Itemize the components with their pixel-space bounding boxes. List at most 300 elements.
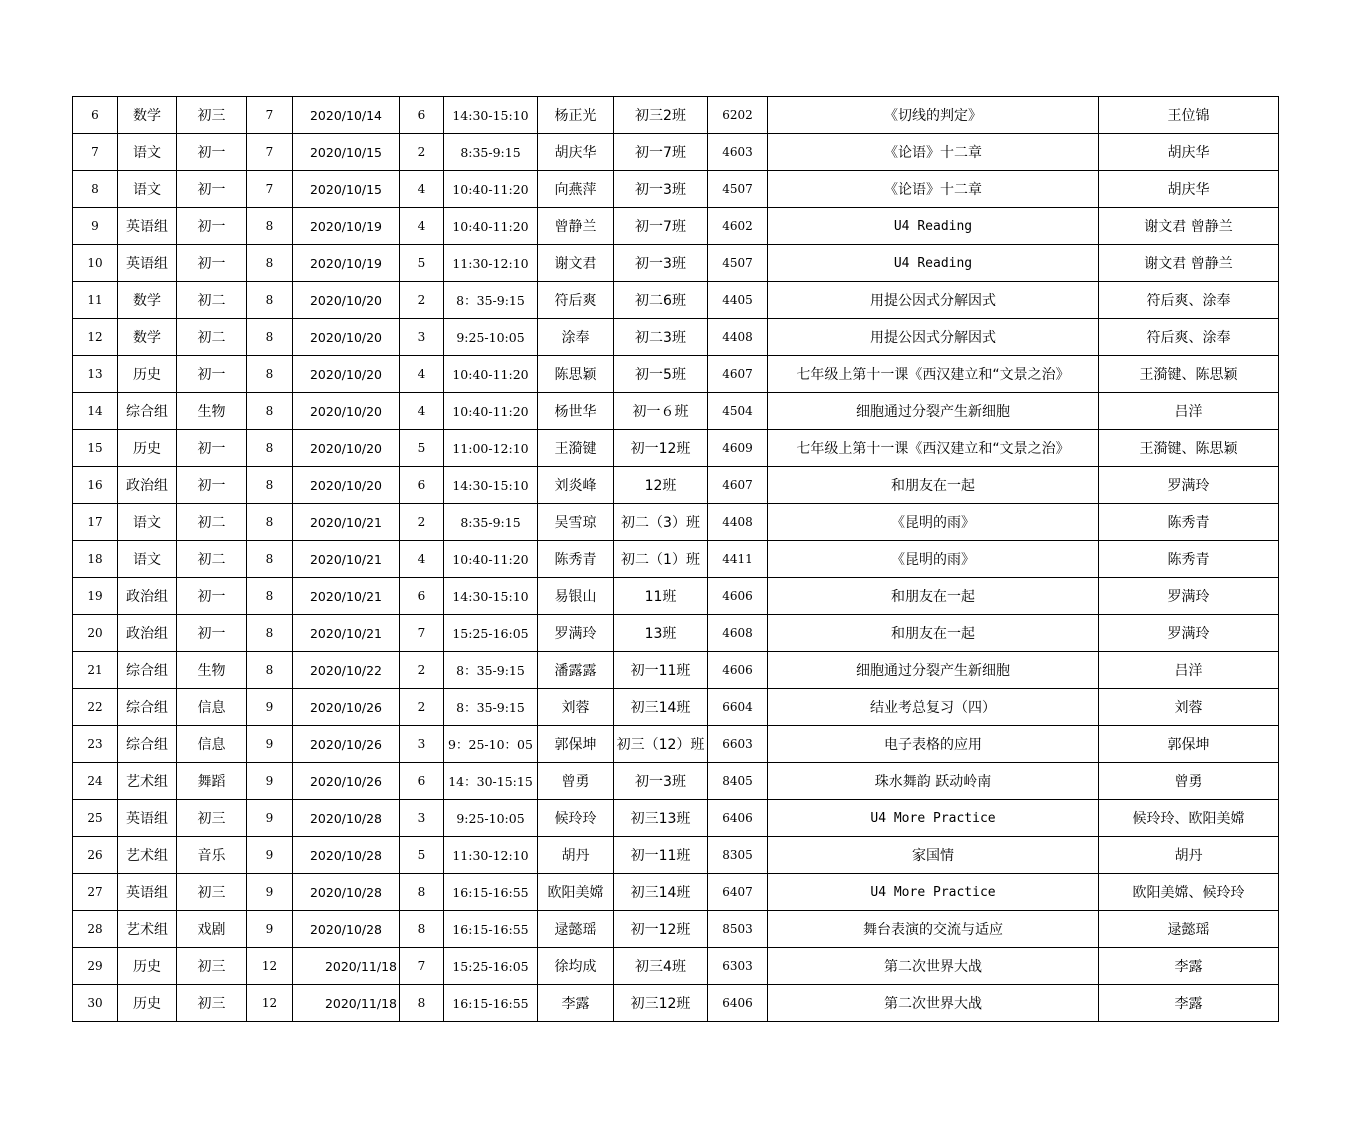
topic-cell: 第二次世界大战 (768, 948, 1099, 985)
grade-cell: 初一 (177, 430, 247, 467)
class-cell: 初三（12）班 (614, 726, 708, 763)
grade-cell: 信息 (177, 726, 247, 763)
teacher-cell: 胡庆华 (538, 134, 614, 171)
topic-cell: 七年级上第十一课《西汉建立和“文景之治》 (768, 430, 1099, 467)
period-cell: 5 (400, 245, 444, 282)
room-cell: 4408 (708, 319, 768, 356)
group-cell: 英语组 (118, 800, 177, 837)
prep-cell: 刘蓉 (1099, 689, 1279, 726)
period-cell: 6 (400, 467, 444, 504)
time-cell: 10:40-11:20 (444, 356, 538, 393)
group-cell: 历史 (118, 356, 177, 393)
time-cell: 9:25-10:05 (444, 800, 538, 837)
prep-cell: 王位锦 (1099, 97, 1279, 134)
prep-cell: 胡丹 (1099, 837, 1279, 874)
group-cell: 综合组 (118, 726, 177, 763)
time-cell: 11:30-12:10 (444, 837, 538, 874)
prep-cell: 吕洋 (1099, 393, 1279, 430)
week-cell: 9 (247, 726, 293, 763)
teacher-cell: 涂奉 (538, 319, 614, 356)
prep-cell: 李露 (1099, 985, 1279, 1022)
grade-cell: 初三 (177, 985, 247, 1022)
week-cell: 9 (247, 837, 293, 874)
class-cell: 初一11班 (614, 652, 708, 689)
room-cell: 4606 (708, 578, 768, 615)
time-cell: 8：35-9:15 (444, 689, 538, 726)
topic-cell: 《论语》十二章 (768, 134, 1099, 171)
class-cell: 初一11班 (614, 837, 708, 874)
week-cell: 8 (247, 393, 293, 430)
class-cell: 初一3班 (614, 763, 708, 800)
group-cell: 数学 (118, 319, 177, 356)
room-cell: 6407 (708, 874, 768, 911)
topic-cell: 用提公因式分解因式 (768, 282, 1099, 319)
room-cell: 4408 (708, 504, 768, 541)
period-cell: 7 (400, 948, 444, 985)
topic-cell: 家国情 (768, 837, 1099, 874)
week-cell: 8 (247, 356, 293, 393)
date-cell: 2020/10/28 (293, 874, 400, 911)
week-cell: 8 (247, 615, 293, 652)
grade-cell: 初二 (177, 319, 247, 356)
topic-cell: U4 More Practice (768, 800, 1099, 837)
topic-cell: 电子表格的应用 (768, 726, 1099, 763)
grade-cell: 初二 (177, 282, 247, 319)
date-cell: 2020/10/14 (293, 97, 400, 134)
table-row (73, 800, 1279, 837)
room-cell: 6603 (708, 726, 768, 763)
class-cell: 初一12班 (614, 911, 708, 948)
table-row (73, 356, 1279, 393)
period-cell: 2 (400, 504, 444, 541)
class-cell: 12班 (614, 467, 708, 504)
teacher-cell: 胡丹 (538, 837, 614, 874)
row-number-cell: 20 (73, 615, 118, 652)
week-cell: 9 (247, 800, 293, 837)
topic-cell: 结业考总复习（四） (768, 689, 1099, 726)
schedule-rows (73, 97, 1279, 1022)
topic-cell: 细胞通过分裂产生新细胞 (768, 652, 1099, 689)
period-cell: 4 (400, 393, 444, 430)
group-cell: 政治组 (118, 578, 177, 615)
table-row (73, 578, 1279, 615)
date-cell: 2020/10/20 (293, 282, 400, 319)
time-cell: 9:25-10:05 (444, 319, 538, 356)
prep-cell: 胡庆华 (1099, 171, 1279, 208)
room-cell: 4405 (708, 282, 768, 319)
date-cell: 2020/10/15 (293, 171, 400, 208)
room-cell: 4602 (708, 208, 768, 245)
topic-cell: 和朋友在一起 (768, 578, 1099, 615)
time-cell: 8：35-9:15 (444, 282, 538, 319)
class-cell: 初一12班 (614, 430, 708, 467)
prep-cell: 郭保坤 (1099, 726, 1279, 763)
date-cell: 2020/10/21 (293, 504, 400, 541)
time-cell: 16:15-16:55 (444, 911, 538, 948)
table-row (73, 874, 1279, 911)
room-cell: 4507 (708, 245, 768, 282)
grade-cell: 初一 (177, 208, 247, 245)
time-cell: 14:30-15:10 (444, 578, 538, 615)
time-cell: 8:35-9:15 (444, 504, 538, 541)
time-cell: 16:15-16:55 (444, 985, 538, 1022)
prep-cell: 陈秀青 (1099, 541, 1279, 578)
teacher-cell: 罗满玲 (538, 615, 614, 652)
room-cell: 8405 (708, 763, 768, 800)
topic-cell: 舞台表演的交流与适应 (768, 911, 1099, 948)
topic-cell: U4 Reading (768, 208, 1099, 245)
prep-cell: 曾勇 (1099, 763, 1279, 800)
group-cell: 政治组 (118, 615, 177, 652)
group-cell: 综合组 (118, 689, 177, 726)
row-number-cell: 16 (73, 467, 118, 504)
date-cell: 2020/10/26 (293, 763, 400, 800)
row-number-cell: 26 (73, 837, 118, 874)
date-cell: 2020/10/26 (293, 689, 400, 726)
row-number-cell: 8 (73, 171, 118, 208)
prep-cell: 吕洋 (1099, 652, 1279, 689)
time-cell: 15:25-16:05 (444, 615, 538, 652)
teacher-cell: 向燕萍 (538, 171, 614, 208)
week-cell: 12 (247, 948, 293, 985)
week-cell: 9 (247, 689, 293, 726)
grade-cell: 初一 (177, 356, 247, 393)
teacher-cell: 徐均成 (538, 948, 614, 985)
table-row (73, 393, 1279, 430)
grade-cell: 初一 (177, 615, 247, 652)
prep-cell: 谢文君 曾静兰 (1099, 245, 1279, 282)
time-cell: 10:40-11:20 (444, 208, 538, 245)
class-cell: 初一６班 (614, 393, 708, 430)
row-number-cell: 24 (73, 763, 118, 800)
date-cell: 2020/10/28 (293, 800, 400, 837)
teacher-cell: 刘蓉 (538, 689, 614, 726)
row-number-cell: 12 (73, 319, 118, 356)
topic-cell: 第二次世界大战 (768, 985, 1099, 1022)
row-number-cell: 29 (73, 948, 118, 985)
period-cell: 5 (400, 430, 444, 467)
period-cell: 8 (400, 985, 444, 1022)
row-number-cell: 9 (73, 208, 118, 245)
teacher-cell: 陈秀青 (538, 541, 614, 578)
week-cell: 8 (247, 208, 293, 245)
topic-cell: 和朋友在一起 (768, 467, 1099, 504)
prep-cell: 符后爽、涂奉 (1099, 282, 1279, 319)
time-cell: 10:40-11:20 (444, 393, 538, 430)
time-cell: 14:30-15:10 (444, 467, 538, 504)
time-cell: 8:35-9:15 (444, 134, 538, 171)
period-cell: 8 (400, 874, 444, 911)
date-cell: 2020/10/21 (293, 615, 400, 652)
week-cell: 8 (247, 319, 293, 356)
week-cell: 8 (247, 467, 293, 504)
table-row (73, 763, 1279, 800)
class-cell: 初一5班 (614, 356, 708, 393)
class-cell: 初一3班 (614, 171, 708, 208)
room-cell: 6406 (708, 985, 768, 1022)
group-cell: 语文 (118, 504, 177, 541)
topic-cell: 用提公因式分解因式 (768, 319, 1099, 356)
topic-cell: U4 Reading (768, 245, 1099, 282)
date-cell: 2020/10/15 (293, 134, 400, 171)
teacher-cell: 郭保坤 (538, 726, 614, 763)
grade-cell: 舞蹈 (177, 763, 247, 800)
row-number-cell: 21 (73, 652, 118, 689)
date-cell: 2020/10/20 (293, 356, 400, 393)
time-cell: 10:40-11:20 (444, 541, 538, 578)
class-cell: 初二（3）班 (614, 504, 708, 541)
table-row (73, 467, 1279, 504)
period-cell: 2 (400, 282, 444, 319)
schedule-table (72, 96, 1279, 1022)
room-cell: 4607 (708, 356, 768, 393)
table-row (73, 504, 1279, 541)
group-cell: 英语组 (118, 208, 177, 245)
prep-cell: 符后爽、涂奉 (1099, 319, 1279, 356)
table-row (73, 948, 1279, 985)
table-row (73, 171, 1279, 208)
teacher-cell: 李露 (538, 985, 614, 1022)
row-number-cell: 19 (73, 578, 118, 615)
grade-cell: 初三 (177, 948, 247, 985)
row-number-cell: 17 (73, 504, 118, 541)
teacher-cell: 谢文君 (538, 245, 614, 282)
date-cell: 2020/10/19 (293, 208, 400, 245)
teacher-cell: 杨正光 (538, 97, 614, 134)
period-cell: 2 (400, 134, 444, 171)
teacher-cell: 欧阳美嫦 (538, 874, 614, 911)
group-cell: 历史 (118, 948, 177, 985)
period-cell: 7 (400, 615, 444, 652)
grade-cell: 生物 (177, 393, 247, 430)
table-row (73, 837, 1279, 874)
topic-cell: 《论语》十二章 (768, 171, 1099, 208)
row-number-cell: 25 (73, 800, 118, 837)
group-cell: 综合组 (118, 393, 177, 430)
period-cell: 4 (400, 541, 444, 578)
period-cell: 6 (400, 763, 444, 800)
table-row (73, 245, 1279, 282)
topic-cell: 和朋友在一起 (768, 615, 1099, 652)
table-row (73, 615, 1279, 652)
group-cell: 语文 (118, 541, 177, 578)
table-row (73, 282, 1279, 319)
topic-cell: U4 More Practice (768, 874, 1099, 911)
class-cell: 初三14班 (614, 874, 708, 911)
class-cell: 初三13班 (614, 800, 708, 837)
row-number-cell: 6 (73, 97, 118, 134)
group-cell: 英语组 (118, 874, 177, 911)
grade-cell: 初一 (177, 245, 247, 282)
date-cell: 2020/10/20 (293, 393, 400, 430)
teacher-cell: 吴雪琼 (538, 504, 614, 541)
room-cell: 4608 (708, 615, 768, 652)
period-cell: 4 (400, 171, 444, 208)
row-number-cell: 14 (73, 393, 118, 430)
class-cell: 初一3班 (614, 245, 708, 282)
week-cell: 8 (247, 245, 293, 282)
grade-cell: 初二 (177, 504, 247, 541)
class-cell: 13班 (614, 615, 708, 652)
prep-cell: 谢文君 曾静兰 (1099, 208, 1279, 245)
topic-cell: 细胞通过分裂产生新细胞 (768, 393, 1099, 430)
period-cell: 3 (400, 726, 444, 763)
group-cell: 语文 (118, 171, 177, 208)
group-cell: 艺术组 (118, 837, 177, 874)
time-cell: 15:25-16:05 (444, 948, 538, 985)
group-cell: 综合组 (118, 652, 177, 689)
class-cell: 初一7班 (614, 134, 708, 171)
class-cell: 初二6班 (614, 282, 708, 319)
week-cell: 9 (247, 911, 293, 948)
week-cell: 7 (247, 134, 293, 171)
table-row (73, 97, 1279, 134)
teacher-cell: 曾勇 (538, 763, 614, 800)
topic-cell: 七年级上第十一课《西汉建立和“文景之治》 (768, 356, 1099, 393)
grade-cell: 初一 (177, 134, 247, 171)
teacher-cell: 陈思颖 (538, 356, 614, 393)
prep-cell: 罗满玲 (1099, 467, 1279, 504)
class-cell: 初三2班 (614, 97, 708, 134)
date-cell: 2020/11/18 (293, 948, 400, 985)
topic-cell: 《昆明的雨》 (768, 504, 1099, 541)
table-row (73, 430, 1279, 467)
prep-cell: 王漪键、陈思颖 (1099, 430, 1279, 467)
time-cell: 9：25-10：05 (444, 726, 538, 763)
prep-cell: 罗满玲 (1099, 615, 1279, 652)
grade-cell: 戏剧 (177, 911, 247, 948)
table-row (73, 208, 1279, 245)
row-number-cell: 13 (73, 356, 118, 393)
prep-cell: 王漪键、陈思颖 (1099, 356, 1279, 393)
room-cell: 6604 (708, 689, 768, 726)
topic-cell: 珠水舞韵 跃动岭南 (768, 763, 1099, 800)
table-row (73, 726, 1279, 763)
time-cell: 10:40-11:20 (444, 171, 538, 208)
period-cell: 3 (400, 319, 444, 356)
time-cell: 14:30-15:10 (444, 97, 538, 134)
room-cell: 8503 (708, 911, 768, 948)
period-cell: 8 (400, 911, 444, 948)
row-number-cell: 30 (73, 985, 118, 1022)
group-cell: 英语组 (118, 245, 177, 282)
time-cell: 16:15-16:55 (444, 874, 538, 911)
class-cell: 初三4班 (614, 948, 708, 985)
room-cell: 4609 (708, 430, 768, 467)
row-number-cell: 11 (73, 282, 118, 319)
group-cell: 语文 (118, 134, 177, 171)
grade-cell: 音乐 (177, 837, 247, 874)
date-cell: 2020/10/19 (293, 245, 400, 282)
time-cell: 11:00-12:10 (444, 430, 538, 467)
group-cell: 政治组 (118, 467, 177, 504)
teacher-cell: 杨世华 (538, 393, 614, 430)
period-cell: 2 (400, 652, 444, 689)
group-cell: 历史 (118, 430, 177, 467)
teacher-cell: 潘露露 (538, 652, 614, 689)
time-cell: 11:30-12:10 (444, 245, 538, 282)
row-number-cell: 23 (73, 726, 118, 763)
table-row (73, 541, 1279, 578)
date-cell: 2020/10/28 (293, 911, 400, 948)
prep-cell: 欧阳美嫦、候玲玲 (1099, 874, 1279, 911)
period-cell: 6 (400, 578, 444, 615)
room-cell: 4504 (708, 393, 768, 430)
table-row (73, 319, 1279, 356)
period-cell: 4 (400, 208, 444, 245)
room-cell: 6303 (708, 948, 768, 985)
prep-cell: 胡庆华 (1099, 134, 1279, 171)
prep-cell: 陈秀青 (1099, 504, 1279, 541)
date-cell: 2020/10/20 (293, 467, 400, 504)
topic-cell: 《切线的判定》 (768, 97, 1099, 134)
teacher-cell: 易银山 (538, 578, 614, 615)
grade-cell: 初二 (177, 541, 247, 578)
date-cell: 2020/10/20 (293, 430, 400, 467)
date-cell: 2020/10/21 (293, 541, 400, 578)
grade-cell: 初三 (177, 97, 247, 134)
group-cell: 历史 (118, 985, 177, 1022)
prep-cell: 李露 (1099, 948, 1279, 985)
room-cell: 4411 (708, 541, 768, 578)
week-cell: 9 (247, 763, 293, 800)
room-cell: 8305 (708, 837, 768, 874)
time-cell: 8：35-9:15 (444, 652, 538, 689)
week-cell: 8 (247, 282, 293, 319)
prep-cell: 逯懿瑶 (1099, 911, 1279, 948)
table-row (73, 985, 1279, 1022)
period-cell: 3 (400, 800, 444, 837)
grade-cell: 初一 (177, 578, 247, 615)
row-number-cell: 15 (73, 430, 118, 467)
group-cell: 艺术组 (118, 911, 177, 948)
teacher-cell: 刘炎峰 (538, 467, 614, 504)
class-cell: 初二3班 (614, 319, 708, 356)
teacher-cell: 逯懿瑶 (538, 911, 614, 948)
table-row (73, 652, 1279, 689)
class-cell: 初三12班 (614, 985, 708, 1022)
grade-cell: 生物 (177, 652, 247, 689)
date-cell: 2020/11/18 (293, 985, 400, 1022)
grade-cell: 初三 (177, 800, 247, 837)
row-number-cell: 10 (73, 245, 118, 282)
prep-cell: 候玲玲、欧阳美嫦 (1099, 800, 1279, 837)
row-number-cell: 27 (73, 874, 118, 911)
week-cell: 8 (247, 652, 293, 689)
period-cell: 4 (400, 356, 444, 393)
row-number-cell: 18 (73, 541, 118, 578)
date-cell: 2020/10/26 (293, 726, 400, 763)
room-cell: 4607 (708, 467, 768, 504)
topic-cell: 《昆明的雨》 (768, 541, 1099, 578)
period-cell: 6 (400, 97, 444, 134)
table-row (73, 689, 1279, 726)
week-cell: 7 (247, 171, 293, 208)
grade-cell: 初一 (177, 171, 247, 208)
group-cell: 数学 (118, 282, 177, 319)
time-cell: 14：30-15:15 (444, 763, 538, 800)
week-cell: 12 (247, 985, 293, 1022)
week-cell: 8 (247, 541, 293, 578)
room-cell: 4507 (708, 171, 768, 208)
teacher-cell: 符后爽 (538, 282, 614, 319)
grade-cell: 初三 (177, 874, 247, 911)
teacher-cell: 候玲玲 (538, 800, 614, 837)
table-row (73, 911, 1279, 948)
room-cell: 4606 (708, 652, 768, 689)
class-cell: 初二（1）班 (614, 541, 708, 578)
room-cell: 4603 (708, 134, 768, 171)
